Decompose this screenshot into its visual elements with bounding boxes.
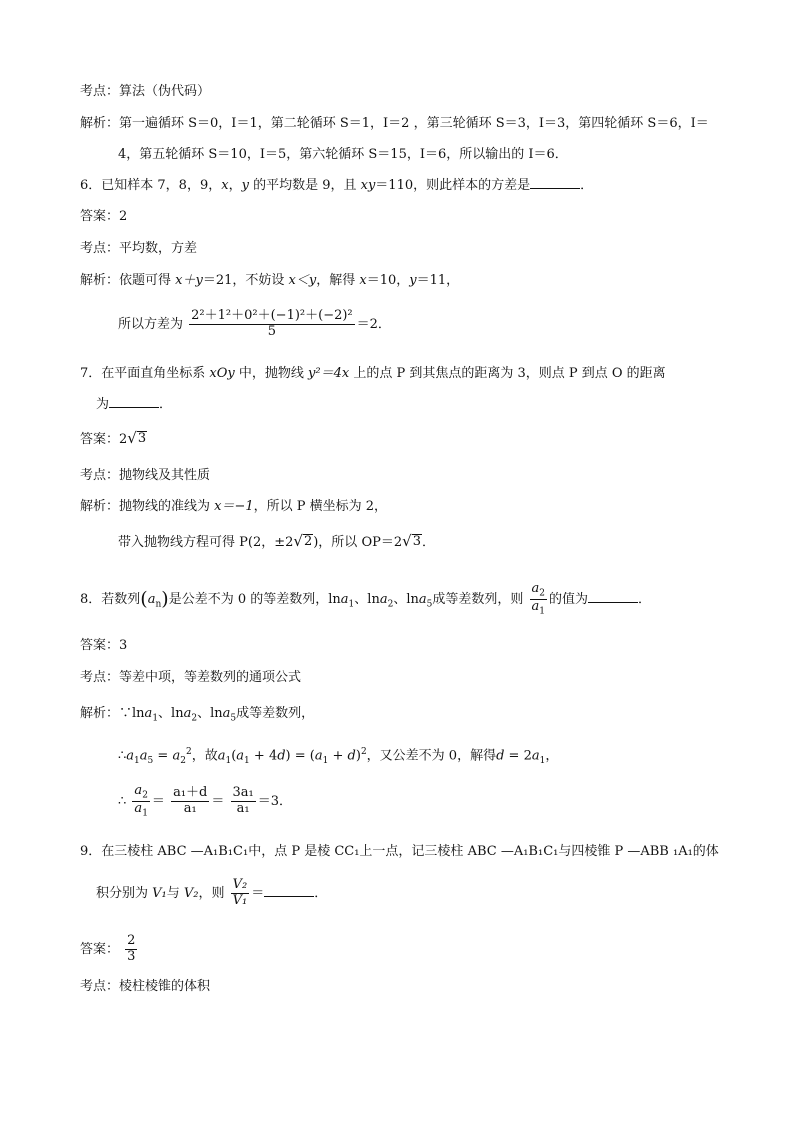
p5-kaodian: 考点：算法（伪代码） (80, 84, 211, 99)
q8-jiexi-line3: ∴ $\frac{a_2}{a_1}$ ＝ $\frac{\text{a₁＋d}}{\text{a₁}}$ ＝ $\frac{\text{3a₁}}{\text{a₁}}$ ＝3． (118, 783, 293, 819)
p5-jiexi-line1: 解析：第一遍循环 S＝0，I＝1，第二轮循环 S＝1，I＝2 ，第三轮循环 S＝3，I＝3，第四轮循环 S＝6，I＝ (80, 116, 709, 131)
answer-blank (588, 590, 638, 603)
a2-over-a1: $\frac{a_2}{a_1}$ (531, 581, 545, 617)
q6-kaodian: 考点：平均数，方差 (80, 241, 198, 256)
q6-jiexi: 解析：依题可得 x＋y＝21，不妨设 x＜y，解得 x＝10，y＝11， (80, 273, 460, 288)
v2-over-v1: $\frac{\text{V₂}}{\text{V₁}}$ (232, 877, 248, 908)
q9-answer: 答案： $\frac{2}{3}$ (80, 933, 136, 964)
q7-jiexi-line2: 带入抛物线方程可得 P(2，±2 √ 2 )，所以 OP＝2 √ 3 ． (118, 532, 435, 550)
q7-question-line2: 为 ． (96, 397, 173, 412)
q9-kaodian: 考点：棱柱棱锥的体积 (80, 979, 211, 994)
q7-answer: 答案：2 √ 3 (80, 429, 147, 447)
q6-answer: 答案：2 (80, 209, 128, 224)
answer-blank (109, 395, 159, 408)
sqrt-symbol: √ 2 (293, 532, 313, 550)
variance-fraction: $\frac{\text{2²＋1²＋0²＋(−1)²＋(−2)²}}{5}$ (191, 308, 353, 339)
q8-question: 8．若数列$(a_n)$是公差不为 0 的等差数列，lna$_1$、lna$_2$、lna$_5$成等差数列，则 $\frac{a_2}{a_1}$ 的值为 ． (80, 581, 652, 617)
q9-question-line2: 积分别为 V₁与 V₂，则 $\frac{\text{V₂}}{\text{V₁}}$ ＝ ． (96, 877, 328, 908)
p5-jiexi-line2: 4，第五轮循环 S＝10，I＝5，第六轮循环 S＝15，I＝6，所以输出的 I＝6． (118, 147, 568, 162)
q6-question: 6．已知样本 7，8，9，x，y 的平均数是 9，且 xy＝110，则此样本的方差是 ． (80, 178, 594, 193)
q7-kaodian: 考点：抛物线及其性质 (80, 468, 211, 483)
answer-blank (264, 884, 314, 897)
answer-fraction: $\frac{2}{3}$ (127, 933, 136, 964)
sqrt-symbol: √ 3 (402, 532, 421, 550)
q7-question-line1: 7．在平面直角坐标系 xOy 中，抛物线 y²＝4x 上的点 P 到其焦点的距离为 3，则点 P 到点 O 的距离 (80, 366, 666, 381)
sqrt-symbol: √ 3 (127, 429, 147, 447)
q8-jiexi: 解析：∵lna$_1$、lna$_2$、lna$_5$成等差数列， (80, 706, 315, 724)
q8-jiexi-line2: $\therefore a_1a_5 = a_2^2$，故$a_1(a_1 + 4d) = (a_1 + d)^2$，又公差不为 0，解得$d = 2a_1$， (118, 747, 559, 766)
q8-answer: 答案：3 (80, 638, 128, 653)
answer-blank (530, 176, 580, 189)
q8-kaodian: 考点：等差中项，等差数列的通项公式 (80, 670, 302, 685)
q7-jiexi: 解析：抛物线的准线为 x＝−1，所以 P 横坐标为 2， (80, 499, 388, 514)
q6-variance-line: 所以方差为 $\frac{\text{2²＋1²＋0²＋(−1)²＋(−2)²}}{5}$ ＝2． (118, 308, 391, 339)
q9-question-line1: 9．在三棱柱 ABC —A₁B₁C₁中，点 P 是棱 CC₁上一点，记三棱柱 ABC —A₁B₁C₁与四棱锥 P —ABB ₁A₁的体 (80, 844, 719, 859)
